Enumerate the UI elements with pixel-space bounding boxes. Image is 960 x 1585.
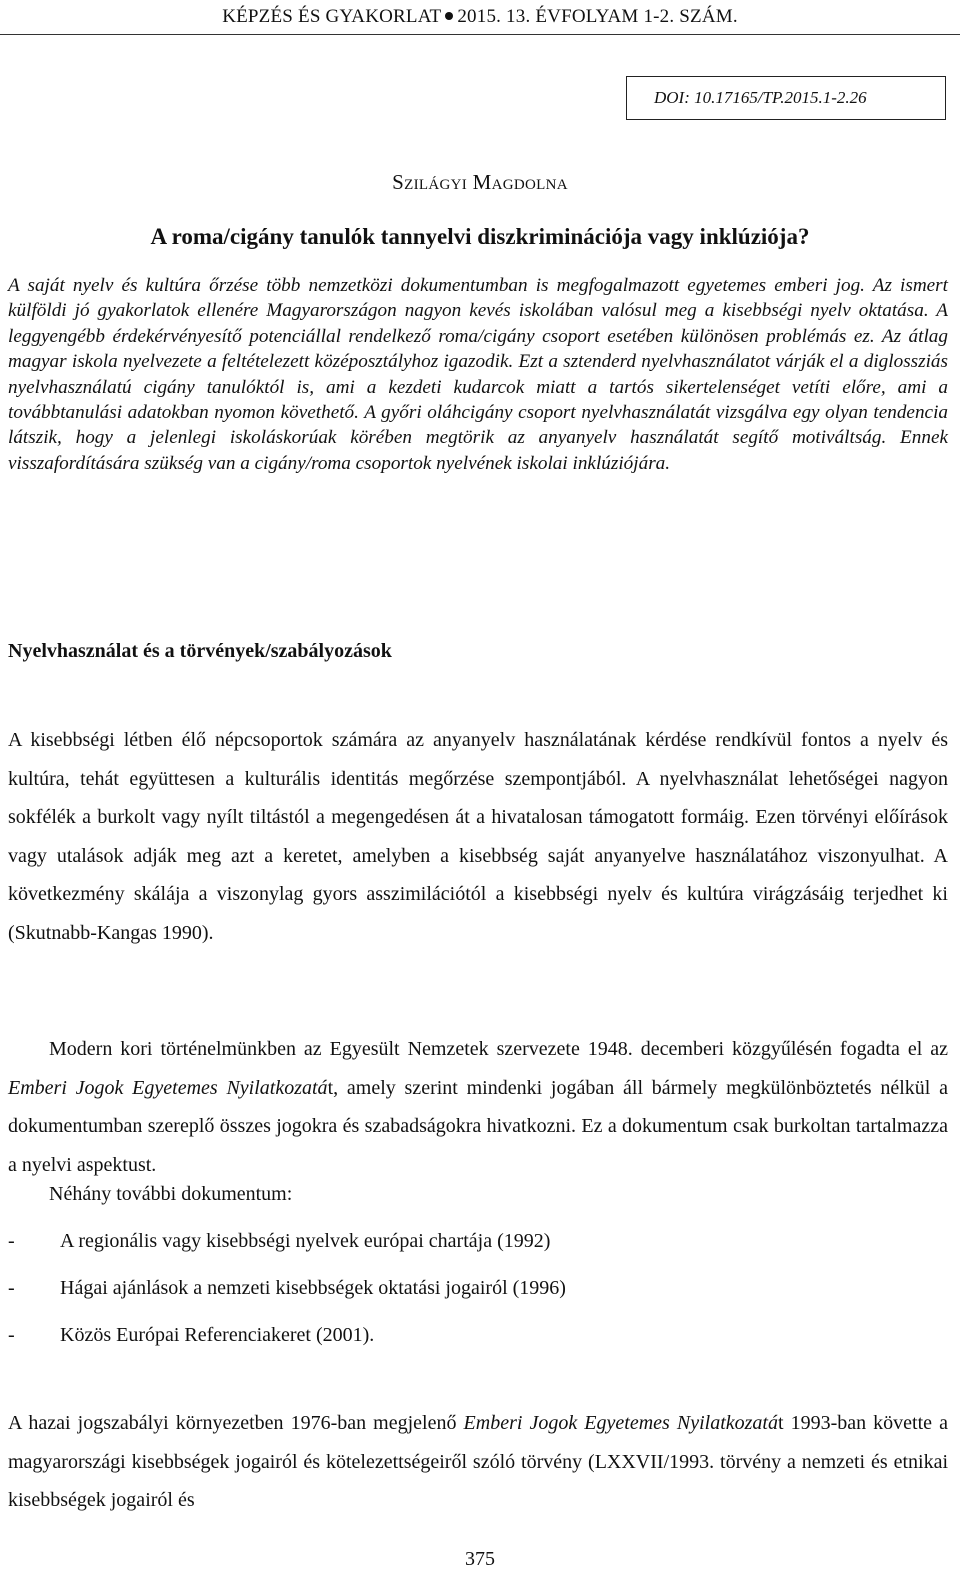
- body-paragraph-2: [8, 1030, 948, 1184]
- list-item: [8, 1265, 566, 1312]
- section-heading: Nyelvhasználat és a törvények/szabályozások: [8, 640, 392, 662]
- body-paragraph-3: [8, 1404, 948, 1520]
- bullet-icon: [445, 12, 453, 20]
- paragraph-2-text-end: t, amely szerint mindenki jogában áll bármely megkülönböztetés nélkül a dokumentumban szereplő összes jogokra és szabadságokra hivatkozni. Ez a dokumentum csak burkoltan tartalmazza a nyelvi aspektust.: [8, 1076, 948, 1176]
- declaration-title: Emberi Jogok Egyetemes Nyilatkozatá: [8, 1076, 328, 1099]
- list-item: [8, 1312, 566, 1359]
- doi-box: [626, 76, 946, 120]
- journal-name: KÉPZÉS ÉS GYAKORLAT: [222, 6, 442, 27]
- paragraph-2-text-start: Modern kori történelmünkben az Egyesült Nemzetek szervezete 1948. decemberi közgyűlésén fogadta el az: [49, 1038, 948, 1060]
- header-divider: [0, 34, 960, 35]
- list-dash: -: [8, 1230, 15, 1252]
- author-name: Szilágyi Magdolna: [392, 170, 568, 194]
- list-dash: -: [8, 1277, 15, 1299]
- declaration-title: Emberi Jogok Egyetemes Nyilatkozatá: [463, 1412, 778, 1434]
- body-paragraph-1: A kisebbségi létben élő népcsoportok számára az anyanyelv használatának kérdése rendkívül fontos a nyelv és kultúra, tehát együttesen a kulturális identitás megőrzése szempontjából. A nyelvhasználat lehetőségei nagyon sokfélék a burkolt vagy nyílt tiltástól a megengedésen át a hivatalosan támogatott formáig. Ezen törvényi előírások vagy utalások adják meg azt a keretet, amelyben a kisebbség saját anyanyelve használatához viszonyulhat. A következmény skálája a viszonylag gyors asszimilációtól a kisebbségi nyelv és kultúra virágzásáig terjedhet ki (Skutnabb-Kangas 1990).: [8, 729, 948, 944]
- doi-text: DOI: 10.17165/TP.2015.1-2.26: [654, 88, 867, 107]
- abstract: A saját nyelv és kultúra őrzése több nemzetközi dokumentumban is megfogalmazott egyetemes emberi jog. Az ismert külföldi jó gyakorlatok ellenére Magyarországon nagyon kevés iskolában valósul meg a kisebbségi nyelv oktatása. A leggyengébb érdekérvényesítő potenciállal rendelkező roma/cigány csoport esetében különösen problémás ez. Az átlag magyar iskola nyelvezete a feltételezett középosztályhoz igazodik. Ezt a sztenderd nyelvhasználatot várják el a diglossziás nyelvhasználatú cigány tanulóktól is, ami a kezdeti kudarcok miatt a tartós sikertelenséget vetíti előre, ami a továbbtanulási adatokban nyomon követhető. A győri oláhcigány csoport nyelvhasználatát vizsgálva egy olyan tendencia látszik, hogy a jelenlegi iskoláskorúak körében megtörik az anyanyelv használatát segítő motiváltság. Ennek visszafordítására szükség van a cigány/roma csoportok nyelvének iskolai inklúziójára.: [8, 275, 948, 474]
- list-item-text: A regionális vagy kisebbségi nyelvek európai chartája (1992): [60, 1230, 551, 1252]
- documents-list: [8, 1218, 566, 1359]
- paragraph-3-text-end: t 1993-ban követte a magyarországi kisebbségek jogairól és kötelezettségeiről szóló törvény (LXXVII/1993. törvény a nemzeti és etnikai kisebbségek jogairól és: [8, 1412, 948, 1512]
- list-dash: -: [8, 1324, 15, 1346]
- journal-issue: 2015. 13. ÉVFOLYAM 1-2. SZÁM.: [457, 6, 738, 27]
- paragraph-3-text-start: A hazai jogszabályi környezetben 1976-ban megjelenő: [8, 1412, 464, 1434]
- journal-header: [0, 6, 960, 28]
- list-item: [8, 1218, 566, 1265]
- article-title: A roma/cigány tanulók tannyelvi diszkriminációja vagy inklúziója?: [150, 224, 810, 249]
- documents-intro: Néhány további dokumentum:: [49, 1183, 293, 1205]
- page-number: 375: [465, 1548, 495, 1570]
- list-item-text: Közös Európai Referenciakeret (2001).: [60, 1324, 375, 1346]
- list-item-text: Hágai ajánlások a nemzeti kisebbségek oktatási jogairól (1996): [60, 1277, 566, 1299]
